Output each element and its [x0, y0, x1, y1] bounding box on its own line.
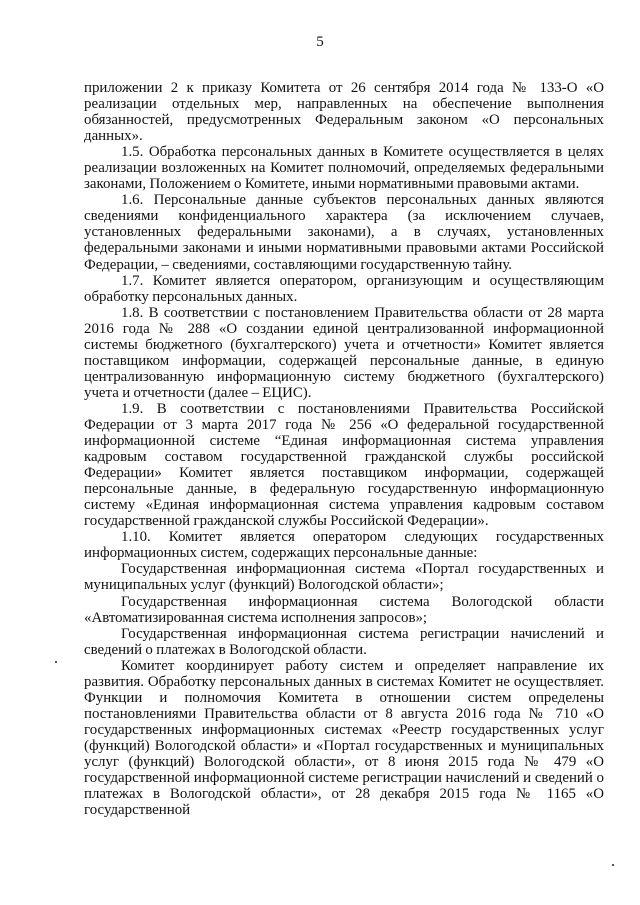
scan-speck — [612, 864, 614, 866]
paragraph-continuation: приложении 2 к приказу Комитета от 26 сентября 2014 года № 133-О «О реализации отдельных мер, направленных на обеспечение выполнения обязанностей, предусмотренных Федеральным законом «О персональных данных». — [84, 80, 604, 145]
paragraph-1-10: 1.10. Комитет является оператором следующих государственных информационных систем, содержащих персональные данные: — [84, 529, 604, 562]
paragraph-1-7: 1.7. Комитет является оператором, организующим и осуществляющим обработку персональных данных. — [84, 272, 604, 305]
paragraph-1-6: 1.6. Персональные данные субъектов персональных данных являются сведениями конфиденциального характера (за исключением случаев, установленных федеральными законами), а в случаях, установленных федеральными законами и иными нормативными правовыми актами Российской Федерации, – сведениями, составляющими государственную тайну. — [84, 192, 604, 273]
page-number: 5 — [316, 34, 324, 50]
paragraph-system-payments: Государственная информационная система регистрации начислений и сведений о платежах в Вологодской области. — [84, 625, 604, 658]
paragraph-1-9: 1.9. В соответствии с постановлениями Правительства Российской Федерации от 3 марта 2017 года № 256 «О федеральной государственной информационной системе “Единая информационная система управления кадровым составом государственной гражданской службы российской Федерации» Комитет является поставщиком информации, содержащей персональные данные, в федеральную государственную информационную систему «Единая информационная система управления кадровым составом государственной гражданской службы Российской Федерации». — [84, 400, 604, 530]
paragraph-system-requests: Государственная информационная система Вологодской области «Автоматизированная система исполнения запросов»; — [84, 593, 604, 626]
paragraph-1-8: 1.8. В соответствии с постановлением Правительства области от 28 марта 2016 года № 288 «О создании единой централизованной информационной системы бюджетного (бухгалтерского) учета и отчетности» Комитет является поставщиком информации, содержащей персональные данные, в единую централизованную информационную систему бюджетного (бухгалтерского) учета и отчетности (далее – ЕЦИС). — [84, 304, 604, 401]
paragraph-system-portal: Государственная информационная система «Портал государственных и муниципальных услуг (функций) Вологодской области»; — [84, 561, 604, 594]
paragraph-coordination: Комитет координирует работу систем и определяет направление их развития. Обработку персональных данных в системах Комитет не осуществляет. Функции и полномочия Комитета в отношении систем определены постановлениями Правительства области от 8 августа 2016 года № 710 «О государственных информационных системах «Реестр государственных услуг (функций) Вологодской области» и «Портал государственных и муниципальных услуг (функций) Вологодской области», от 8 июня 2015 года № 479 «О государственной информационной системе регистрации начислений и сведений о платежах в Вологодской области», от 28 декабря 2015 года № 1165 «О государственной — [84, 657, 604, 819]
document-body — [84, 80, 604, 818]
scan-speck — [55, 661, 57, 663]
paragraph-1-5: 1.5. Обработка персональных данных в Комитете осуществляется в целях реализации возложенных на Комитет полномочий, определяемых федеральными законами, Положением о Комитете, иными нормативными правовыми актами. — [84, 144, 604, 193]
